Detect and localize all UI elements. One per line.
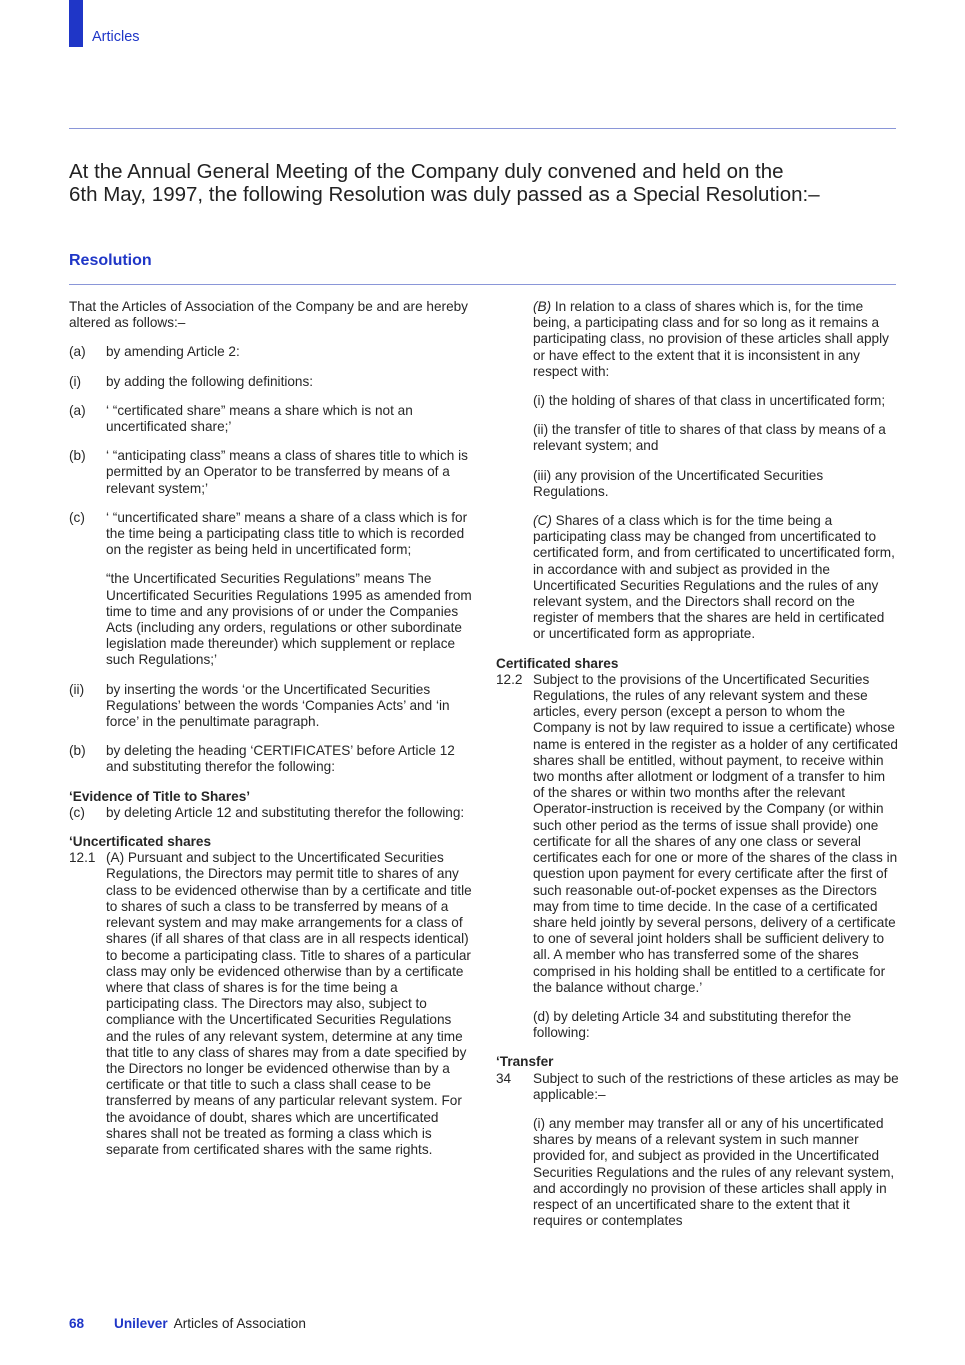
subheading-evidence: ‘Evidence of Title to Shares’ — [69, 788, 251, 804]
item-label: (a) — [69, 402, 86, 418]
list-item — [69, 374, 473, 390]
list-item — [69, 510, 473, 559]
list-item — [69, 850, 473, 1158]
brand-name: Unilever — [114, 1316, 168, 1331]
item-text: Subject to the provisions of the Uncertificated Securities Regulations, the rules of any relevant system and these articles, every person (except a person to whom the Company is not by law required to issue a certificate) whose name is entered in the register as a holder of any certificated shares shall be entitled, without payment, to receive within two months after allotment or lodgment of a transfer to him of the shares or within two months after the relevant Operator-instruction is received by the Company (or within such other period as the terms of issue shall provide) one certificate for all the shares of any one class or several certificates each for one or more of the shares of the class in question upon payment for every certificate after the first of such reasonable out-of-pocket expenses as the Directors may from time to time decide. In the case of a certificated share held jointly by several persons, delivery of a certificate to one of several joint holders shall be sufficient delivery to all. A member who has transferred some of the shares comprised in his holding shall be entitled to a certificate for the balance without charge.’ — [533, 671, 898, 995]
item-text: by deleting Article 12 and substituting therefor the following: — [106, 804, 465, 820]
list-item — [69, 805, 473, 821]
subheading-uncertificated: ‘Uncertificated shares — [69, 834, 212, 850]
clause-b-i: (i) the holding of shares of that class in uncertificated form; — [533, 393, 886, 409]
resolution-divider — [69, 284, 896, 285]
item-label: 12.1 — [69, 850, 96, 866]
clause-b-text: In relation to a class of shares which is, for the time being, a participating class and for so long as it remains a participating class, no provision of these articles shall apply or have effect to the extent that it is inconsistent in any respect with: — [533, 299, 889, 379]
clause-d: (d) by deleting Article 34 and substituting therefor the following: — [533, 1008, 852, 1041]
item-label: (i) — [69, 373, 82, 389]
clause-c — [533, 513, 900, 643]
top-divider — [69, 128, 896, 129]
list-item — [69, 403, 473, 435]
item-label: (ii) — [69, 681, 85, 697]
list-item — [69, 743, 473, 775]
item-label: (b) — [69, 448, 86, 464]
item-label: (c) — [69, 804, 85, 820]
page-footer — [69, 1316, 306, 1331]
right-column — [496, 299, 900, 1242]
item-text: by inserting the words ‘or the Uncertificated Securities Regulations’ between the words ‘Companies Acts’ and ‘in force’ in the penultimate paragraph. — [106, 681, 450, 730]
page-number: 68 — [69, 1316, 85, 1331]
item-text: ‘ “uncertificated share” means a share of a class which is for the time being a participating class title to which is recorded on the register as being held in uncertificated form; — [106, 509, 468, 558]
subheading-certificated: Certificated shares — [496, 655, 619, 671]
item-text: (A) Pursuant and subject to the Uncertificated Securities Regulations, the Directors may permit title to shares of any class to be evidenced otherwise than by a certificate and title to shares of such a class to be transferred by means of a relevant system and may make arrangements for a class of shares (if all shares of that class are in all respects identical) to become a participating class. Title to shares of a particular class may only be evidenced otherwise than by a certificate where that class of shares is for the time being a participating class. The Directors may also, subject to compliance with the Uncertificated Securities Regulations and the rules of any relevant system, determine at any time that title to any class of shares may from a date specified by the Directors no longer be evidenced otherwise than by a certificate or that title to such a class shall cease to be transferred by means of any particular relevant system. For the avoidance of doubt, shares which are uncertificated shares shall not be treated as forming a class which is separate from certificated shares with the same rights. — [106, 850, 472, 1157]
left-column — [69, 299, 473, 1171]
item-label: (a) — [69, 344, 86, 360]
intro-line-1: At the Annual General Meeting of the Company duly convened and held on the — [69, 160, 784, 183]
clause-b-ii: (ii) the transfer of title to shares of that class by means of a relevant system; and — [533, 422, 886, 454]
item-text: Subject to such of the restrictions of these articles as may be applicable:– — [533, 1070, 899, 1102]
paragraph-intro: That the Articles of Association of the Company be and are hereby altered as follows:– — [69, 299, 468, 331]
clause-b-iii: (iii) any provision of the Uncertificated Securities Regulations. — [533, 467, 824, 499]
definition-continuation: “the Uncertificated Securities Regulations” means The Uncertificated Securities Regulations 1995 as amended from time to time and any provisions of or under the Companies Acts (including any orders, regulations or other subordinate legislation made thereunder) which supplement or replace such Regulations;’ — [106, 571, 472, 668]
item-text: by deleting the heading ‘CERTIFICATES’ before Article 12 and substituting therefor the following: — [106, 743, 455, 775]
item-text: by adding the following definitions: — [106, 373, 314, 389]
intro-statement — [69, 160, 896, 206]
intro-line-2: 6th May, 1997, the following Resolution was duly passed as a Special Resolution:– — [69, 183, 820, 206]
clause-c-label: (C) — [533, 513, 552, 529]
list-item — [69, 448, 473, 497]
header-tab-marker — [69, 0, 83, 47]
item-text: ‘ “certificated share” means a share which is not an uncertificated share;’ — [106, 402, 413, 435]
item-label: (c) — [69, 509, 85, 525]
clause-c-text: Shares of a class which is for the time being a participating class may be changed from uncertificated to certificated form, and from certificated to uncertificated form, in accordance with and subject as provided in the Uncertificated Securities Regulations and the rules of any relevant system, and the Directors shall record on the register of members that the shares are held in certificated or uncertificated form as appropriate. — [533, 513, 895, 642]
resolution-heading: Resolution — [69, 252, 152, 269]
clause-b-label: (B) — [533, 299, 552, 314]
subheading-transfer: ‘Transfer — [496, 1054, 554, 1070]
list-item — [496, 672, 900, 996]
section-label: Articles — [92, 29, 140, 45]
clause-34-i: (i) any member may transfer all or any of his uncertificated shares by means of a relevant system in such manner provided for, and subject as provided in the Uncertificated Securities Regulations and the rules of any relevant system, and accordingly no provision of these articles shall apply in respect of an uncertificated share to the extent that it requires or contemplates — [533, 1115, 895, 1229]
list-item — [69, 682, 473, 731]
clause-b — [533, 299, 900, 380]
item-label: (b) — [69, 743, 86, 759]
list-item — [496, 1071, 900, 1103]
item-text: by amending Article 2: — [106, 344, 240, 360]
list-item — [69, 344, 473, 360]
document-title: Articles of Association — [173, 1316, 306, 1331]
item-label: 34 — [496, 1070, 512, 1086]
item-text: ‘ “anticipating class” means a class of shares title to which is permitted by an Operator to be transferred by means of a relevant system;’ — [106, 448, 468, 496]
item-label: 12.2 — [496, 671, 523, 687]
